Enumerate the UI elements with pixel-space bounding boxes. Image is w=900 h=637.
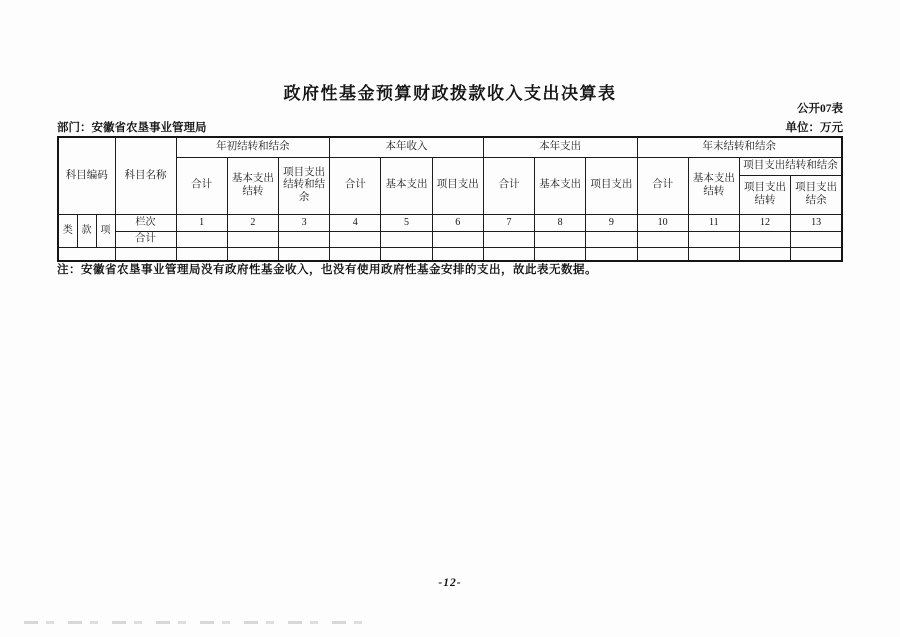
row-label-columns: 栏次 xyxy=(115,214,176,231)
header-col-12: 项目支出结转 xyxy=(739,175,790,214)
data-cell xyxy=(330,231,381,247)
data-cell xyxy=(791,247,842,261)
column-number: 2 xyxy=(227,214,278,231)
header-group-end-balance: 年末结转和结余 xyxy=(637,137,842,157)
code-part-item: 项 xyxy=(96,214,115,247)
data-cell xyxy=(176,247,227,261)
header-col-2: 基本支出结转 xyxy=(227,157,278,214)
data-cell xyxy=(739,247,790,261)
data-cell xyxy=(176,231,227,247)
data-cell xyxy=(688,247,739,261)
column-number: 10 xyxy=(637,214,688,231)
data-cell xyxy=(381,247,432,261)
column-number: 12 xyxy=(739,214,790,231)
data-cell xyxy=(637,247,688,261)
data-cell xyxy=(483,247,534,261)
table-code-label: 公开07表 xyxy=(797,103,843,115)
header-col-11: 基本支出结转 xyxy=(688,157,739,214)
data-cell xyxy=(586,247,637,261)
unit-label: 单位：万元 xyxy=(785,122,843,134)
data-cell xyxy=(381,231,432,247)
scan-artifact-line xyxy=(24,621,369,624)
data-cell xyxy=(483,231,534,247)
data-cell xyxy=(432,247,483,261)
column-number: 11 xyxy=(688,214,739,231)
header-col-13: 项目支出结余 xyxy=(791,175,842,214)
header-group-year-income: 本年收入 xyxy=(330,137,484,157)
total-row-label: 合计 xyxy=(115,231,176,247)
header-col-3: 项目支出结转和结余 xyxy=(278,157,329,214)
header-col-6: 项目支出 xyxy=(432,157,483,214)
header-col-10: 合计 xyxy=(637,157,688,214)
header-subject-code: 科目编码 xyxy=(58,137,115,214)
data-cell xyxy=(278,247,329,261)
data-cell xyxy=(535,247,586,261)
data-cell xyxy=(535,231,586,247)
header-col-5: 基本支出 xyxy=(381,157,432,214)
page-title: 政府性基金预算财政拨款收入支出决算表 xyxy=(283,84,617,103)
column-number: 8 xyxy=(535,214,586,231)
header-col-8: 基本支出 xyxy=(535,157,586,214)
column-number: 9 xyxy=(586,214,637,231)
column-number: 3 xyxy=(278,214,329,231)
data-cell xyxy=(227,247,278,261)
data-cell xyxy=(586,231,637,247)
code-part-section: 款 xyxy=(77,214,96,247)
column-number: 13 xyxy=(791,214,842,231)
budget-table xyxy=(57,136,843,262)
meta-row xyxy=(57,119,843,135)
data-cell xyxy=(688,231,739,247)
column-number: 7 xyxy=(483,214,534,231)
department-label: 部门：安徽省农垦事业管理局 xyxy=(57,122,207,134)
header-subject-name: 科目名称 xyxy=(115,137,176,214)
header-col-1: 合计 xyxy=(176,157,227,214)
data-cell xyxy=(432,231,483,247)
header-group-begin-balance: 年初结转和结余 xyxy=(176,137,330,157)
data-cell xyxy=(791,231,842,247)
data-cell xyxy=(637,231,688,247)
page-number: -12- xyxy=(438,577,462,589)
header-subgroup-project-balance: 项目支出结转和结余 xyxy=(739,157,842,175)
data-cell xyxy=(278,231,329,247)
data-cell xyxy=(739,231,790,247)
column-number: 4 xyxy=(330,214,381,231)
data-cell xyxy=(330,247,381,261)
empty-name-cell xyxy=(115,247,176,261)
empty-code-cell xyxy=(58,247,115,261)
column-number: 5 xyxy=(381,214,432,231)
header-col-4: 合计 xyxy=(330,157,381,214)
column-number: 1 xyxy=(176,214,227,231)
header-col-9: 项目支出 xyxy=(586,157,637,214)
code-part-class: 类 xyxy=(58,214,77,247)
data-cell xyxy=(227,231,278,247)
header-col-7: 合计 xyxy=(483,157,534,214)
column-number: 6 xyxy=(432,214,483,231)
header-group-year-expense: 本年支出 xyxy=(483,137,637,157)
footnote: 注：安徽省农垦事业管理局没有政府性基金收入，也没有使用政府性基金安排的支出，故此表无数据。 xyxy=(57,264,597,276)
